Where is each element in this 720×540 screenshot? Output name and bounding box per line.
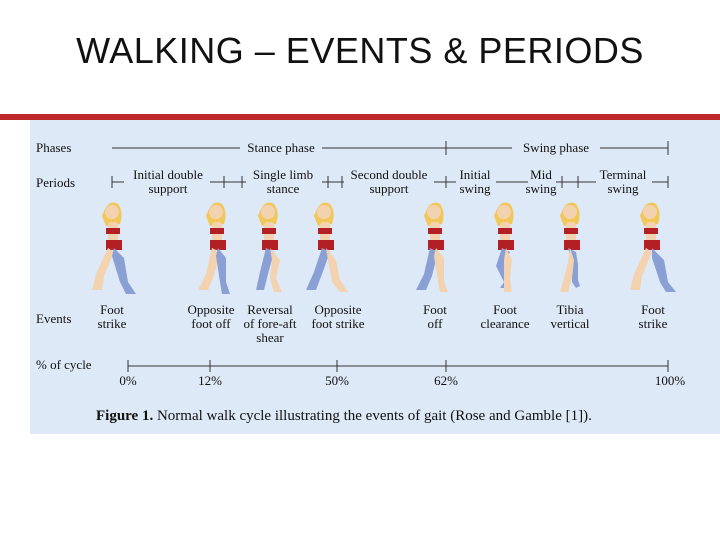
event-opposite-foot-off (188, 303, 235, 331)
walker-figure-opposite-foot-off (192, 198, 242, 298)
event-line: vertical (550, 316, 590, 331)
cycle-tick-label: 12% (198, 373, 222, 388)
event-line: clearance (480, 316, 530, 331)
period-line: stance (266, 181, 300, 196)
event-line: of fore-aft (243, 316, 297, 331)
cycle-tick-label: 100% (654, 373, 686, 388)
period-line: Initial (459, 167, 491, 182)
period-line: Mid (530, 167, 552, 182)
walker-figure-foot-off (410, 198, 460, 298)
event-foot-off (423, 303, 447, 331)
walker-figure-opposite-foot-strike (300, 198, 350, 298)
event-line: Reversal (247, 302, 293, 317)
walker-figure-reversal (244, 198, 294, 298)
period-line: Second double (350, 167, 428, 182)
period-line: swing (525, 181, 557, 196)
event-line: foot strike (311, 316, 365, 331)
event-line: strike (638, 316, 668, 331)
event-line: Opposite (314, 302, 362, 317)
event-line: Foot (493, 302, 517, 317)
walker-figure-foot-strike (88, 198, 148, 298)
event-line: Foot (641, 302, 665, 317)
periods-row-label: Periods (36, 175, 75, 190)
period-line: Initial double (133, 167, 203, 182)
stance-phase-label: Stance phase (247, 140, 315, 155)
period-single-limb-stance (253, 168, 313, 196)
period-second-double-support (351, 168, 428, 196)
period-line: swing (607, 181, 639, 196)
phases-row-label: Phases (36, 140, 72, 155)
event-line: shear (256, 330, 284, 345)
caption-label: Figure 1. (96, 408, 154, 424)
period-initial-double-support (133, 168, 203, 196)
period-initial-swing (459, 168, 490, 196)
walker-figure-foot-clearance (480, 198, 530, 298)
cycle-tick-label: 62% (434, 373, 458, 388)
event-foot-strike (98, 303, 127, 331)
event-foot-strike-end (639, 303, 668, 331)
event-tibia-vertical (551, 303, 590, 331)
cycle-tick-label: 50% (325, 373, 349, 388)
walker-figure-tibia-vertical (546, 198, 596, 298)
events-row-label: Events (36, 311, 72, 326)
slide-title: WALKING – EVENTS & PERIODS (76, 30, 644, 71)
period-line: Terminal (599, 167, 647, 182)
caption-text: Normal walk cycle illustrating the events of gait (Rose and Gamble [1]). (153, 408, 592, 424)
cycle-row-label: % of cycle (36, 357, 92, 372)
figure-caption (96, 408, 592, 425)
event-opposite-foot-strike (311, 303, 364, 331)
event-line: Opposite (187, 302, 235, 317)
period-line: support (369, 181, 409, 196)
period-terminal-swing (600, 168, 647, 196)
cycle-tick-label: 0% (119, 373, 137, 388)
event-line: strike (97, 316, 127, 331)
swing-phase-label: Swing phase (522, 140, 590, 155)
period-line: support (148, 181, 188, 196)
period-line: Single limb (252, 167, 314, 182)
period-line: swing (459, 181, 491, 196)
event-line: Tibia (556, 302, 584, 317)
event-foot-clearance (480, 303, 529, 331)
period-mid-swing (525, 168, 556, 196)
event-line: off (427, 316, 443, 331)
event-line: foot off (191, 316, 231, 331)
event-reversal-of-fore-aft-shear (243, 303, 296, 345)
walker-figure-foot-strike-end (626, 198, 682, 298)
event-line: Foot (423, 302, 447, 317)
event-line: Foot (100, 302, 124, 317)
